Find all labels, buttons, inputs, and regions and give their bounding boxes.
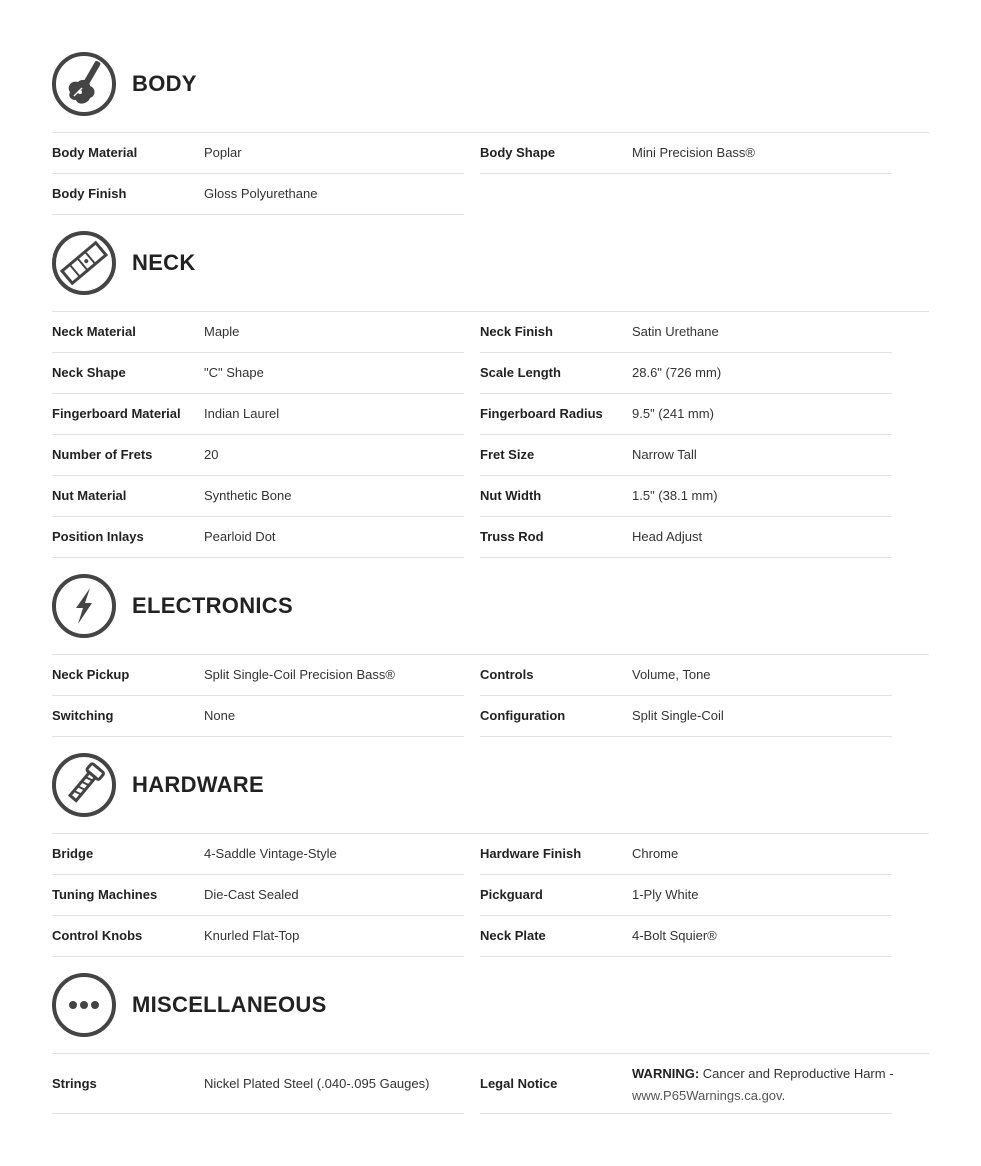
warning-text: Cancer and Reproductive Harm - — [699, 1066, 894, 1081]
section-header — [52, 231, 929, 312]
spec-value: Gloss Polyurethane — [204, 186, 318, 201]
spec-row-nut-width — [480, 476, 892, 517]
spec-row-number-of-frets — [52, 435, 464, 476]
spec-label: Neck Finish — [480, 324, 553, 339]
spec-value: Mini Precision Bass® — [632, 145, 756, 160]
guitar-body-icon — [52, 52, 116, 116]
spec-row-scale-length — [480, 353, 892, 394]
spec-value: Pearloid Dot — [204, 529, 276, 544]
spec-row-neck-plate — [480, 916, 892, 957]
spec-value: 4-Saddle Vintage-Style — [204, 846, 337, 861]
section-header — [52, 973, 929, 1054]
spec-row-bridge — [52, 834, 464, 875]
spec-label: Neck Material — [52, 324, 136, 339]
spec-row-fret-size — [480, 435, 892, 476]
spec-label: Neck Plate — [480, 928, 546, 943]
section-title: ELECTRONICS — [132, 593, 293, 618]
section-title: MISCELLANEOUS — [132, 992, 327, 1017]
spec-label: Scale Length — [480, 365, 561, 380]
spec-row-neck-material — [52, 312, 464, 353]
spec-row-body-material — [52, 133, 464, 174]
spec-label: Body Material — [52, 145, 138, 160]
section-header — [52, 52, 929, 133]
spec-label: Body Shape — [480, 145, 556, 160]
spec-row-neck-pickup — [52, 655, 464, 696]
spec-value: Synthetic Bone — [204, 488, 292, 503]
spec-value: 1.5" (38.1 mm) — [632, 488, 718, 503]
spec-row-truss-rod — [480, 517, 892, 558]
spec-label: Body Finish — [52, 186, 127, 201]
warning-label: WARNING: — [632, 1066, 700, 1081]
spec-value: Indian Laurel — [204, 406, 280, 421]
spec-value: Poplar — [204, 145, 242, 160]
spec-value: Narrow Tall — [632, 447, 697, 462]
spec-label: Nut Width — [480, 488, 542, 503]
p65-warnings-link[interactable]: www.P65Warnings.ca.gov — [632, 1088, 782, 1103]
spec-label: Number of Frets — [52, 447, 153, 462]
spec-value: Chrome — [632, 846, 679, 861]
spec-label: Tuning Machines — [52, 887, 158, 902]
spec-label: Fingerboard Radius — [480, 406, 603, 421]
spec-row-position-inlays — [52, 517, 464, 558]
spec-value: Split Single-Coil — [632, 708, 724, 723]
spec-row-control-knobs — [52, 916, 464, 957]
spec-label: Configuration — [480, 708, 566, 723]
spec-value: Split Single-Coil Precision Bass® — [204, 667, 395, 682]
spec-row-switching — [52, 696, 464, 737]
spec-value: 1-Ply White — [632, 887, 699, 902]
screw-icon — [52, 753, 116, 817]
section-body — [52, 52, 929, 215]
section-miscellaneous — [52, 973, 929, 1114]
spec-value: Satin Urethane — [632, 324, 719, 339]
spec-row-fingerboard-radius — [480, 394, 892, 435]
spec-value: Nickel Plated Steel (.040-.095 Gauges) — [204, 1076, 430, 1091]
spec-label: Neck Shape — [52, 365, 126, 380]
spec-label: Nut Material — [52, 488, 127, 503]
spec-label: Pickguard — [480, 887, 543, 902]
spec-label: Control Knobs — [52, 928, 143, 943]
spec-value: 28.6" (726 mm) — [632, 365, 722, 380]
spec-label: Strings — [52, 1076, 97, 1091]
spec-value: 20 — [204, 447, 219, 462]
spec-label: Legal Notice — [480, 1076, 558, 1091]
spec-row-fingerboard-material — [52, 394, 464, 435]
spec-value: 9.5" (241 mm) — [632, 406, 714, 421]
section-neck — [52, 231, 929, 558]
spec-row-nut-material — [52, 476, 464, 517]
spec-label: Bridge — [52, 846, 94, 861]
spec-value: Knurled Flat-Top — [204, 928, 300, 943]
warning-tail: . — [781, 1088, 786, 1103]
legal-notice-text — [632, 1063, 902, 1107]
spec-label: Fret Size — [480, 447, 535, 462]
spec-label: Position Inlays — [52, 529, 144, 544]
spec-value: "C" Shape — [204, 365, 264, 380]
spec-value: Volume, Tone — [632, 667, 711, 682]
spec-row-tuning-machines — [52, 875, 464, 916]
spec-row-neck-shape — [52, 353, 464, 394]
spec-row-body-finish — [52, 174, 464, 215]
spec-row-body-shape — [480, 133, 892, 174]
spec-row-hardware-finish — [480, 834, 892, 875]
spec-label: Controls — [480, 667, 534, 682]
spec-value: None — [204, 708, 236, 723]
spec-label: Fingerboard Material — [52, 406, 181, 421]
section-electronics — [52, 574, 929, 737]
spec-row-strings — [52, 1054, 464, 1114]
section-title: BODY — [132, 71, 197, 96]
spec-row-legal-notice — [480, 1054, 892, 1114]
section-title: NECK — [132, 250, 196, 275]
spec-label: Truss Rod — [480, 529, 544, 544]
spec-value: Die-Cast Sealed — [204, 887, 299, 902]
spec-row-neck-finish — [480, 312, 892, 353]
spec-value: Maple — [204, 324, 240, 339]
section-hardware — [52, 753, 929, 957]
section-header — [52, 753, 929, 834]
spec-label: Switching — [52, 708, 114, 723]
spec-row-pickguard — [480, 875, 892, 916]
lightning-bolt-icon — [52, 574, 116, 638]
spec-value: 4-Bolt Squier® — [632, 928, 717, 943]
guitar-neck-icon — [52, 231, 116, 295]
spec-label: Neck Pickup — [52, 667, 130, 682]
section-header — [52, 574, 929, 655]
spec-value: Head Adjust — [632, 529, 703, 544]
spec-row-controls — [480, 655, 892, 696]
more-dots-icon — [52, 973, 116, 1037]
section-title: HARDWARE — [132, 772, 264, 797]
spec-label: Hardware Finish — [480, 846, 582, 861]
spec-row-configuration — [480, 696, 892, 737]
